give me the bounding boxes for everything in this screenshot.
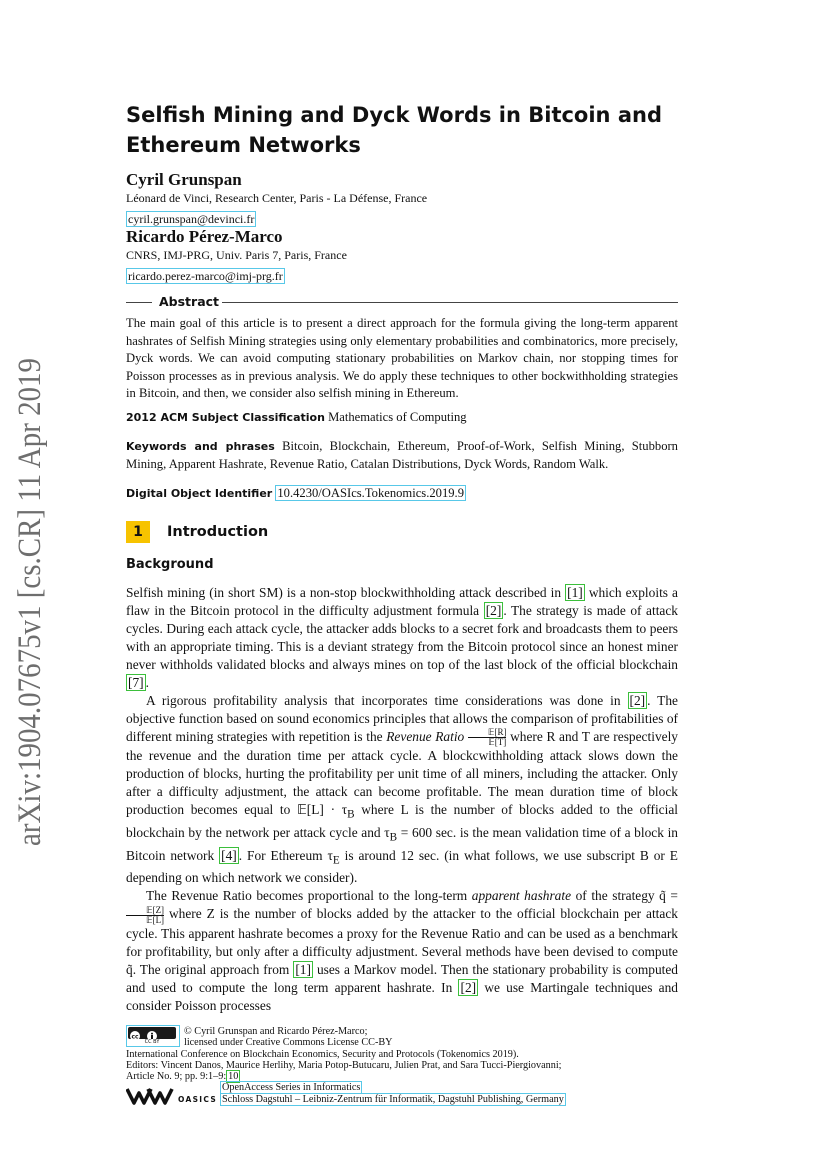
subscript: B: [347, 809, 355, 822]
text: where L is the number of blocks added to the official blockchain by the network per attack cycle and τ: [126, 802, 678, 841]
acm-classification: [126, 409, 678, 427]
section-number: 1: [126, 521, 150, 543]
citation-link[interactable]: [2]: [485, 603, 502, 618]
citation-link[interactable]: [2]: [629, 693, 646, 708]
text: = 600 sec. is the mean validation time of a block in Bitcoin network: [126, 825, 679, 863]
citation-link[interactable]: [7]: [128, 675, 144, 690]
oasics-logo-icon: [126, 1086, 176, 1106]
footer-editors: Editors: Vincent Danos, Maurice Herlihy, Maria Potop-Butucaru, Julien Prat, and Sara Tucci-Piergiovanni;: [126, 1060, 562, 1071]
author-name: Cyril Grunspan: [126, 170, 242, 189]
text: which exploits a flaw in the Bitcoin protocol in the difficulty adjustment formula: [126, 585, 678, 618]
author-block-1: [126, 170, 686, 227]
arxiv-stamp: [8, 350, 48, 850]
author-email-link[interactable]: cyril.grunspan@devinci.fr: [128, 212, 255, 226]
acm-value: Mathematics of Computing: [328, 410, 467, 424]
last-page-link[interactable]: 10: [228, 1071, 239, 1082]
subscript: B: [389, 831, 398, 844]
text: The Revenue Ratio becomes proportional to the long-term: [146, 888, 472, 904]
text: . For Ethereum τ: [238, 847, 333, 863]
text: .: [145, 675, 149, 690]
citation-link[interactable]: [2]: [460, 979, 477, 995]
footer-publisher: [220, 1094, 566, 1106]
svg-text:cc: cc: [131, 1033, 139, 1041]
text: we use Martingale techniques and consider Poisson processes: [126, 979, 678, 1013]
text: where Z is the number of blocks added by the attacker to the official blockchain per attack cycle. This apparent hashrate becomes a proxy for the Revenue Ratio and can be used as a benchmark for profitability, but only after a difficulty adjustment. Several methods have been devised to compute q̃. The original approach from: [126, 906, 678, 977]
citation-link[interactable]: [4]: [221, 847, 237, 863]
doi-link[interactable]: 10.4230/OASIcs.Tokenomics.2019.9: [277, 486, 464, 500]
oasics-wordmark: OASICS: [178, 1095, 218, 1104]
emphasis: Revenue Ratio: [386, 729, 465, 744]
abstract-heading: [126, 293, 678, 311]
citation-link[interactable]: [1]: [295, 961, 311, 977]
subsection-title: Background: [126, 557, 214, 572]
doi-label: Digital Object Identifier: [126, 487, 273, 500]
keywords-value: Bitcoin, Blockchain, Ethereum, Proof-of-Work, Selfish Mining, Stubborn Mining, Apparent Hashrate, Revenue Ratio, Catalan Distributions, Dyck Words, Random Walk.: [126, 439, 678, 471]
paragraph: [126, 584, 678, 692]
fraction-numerator: 𝔼[Z]: [126, 906, 164, 916]
cc-license-badge[interactable]: [126, 1025, 180, 1047]
text: is around 12 sec. (in what follows, we use subscript B or E depending on which network we consider).: [126, 847, 678, 886]
abstract-rule-left: [126, 302, 152, 303]
footer-license: licensed under Creative Commons License CC-BY: [184, 1037, 393, 1048]
keywords: [126, 438, 678, 473]
author-affiliation: Léonard de Vinci, Research Center, Paris - La Défense, France: [126, 191, 428, 205]
fraction: [468, 728, 507, 747]
abstract-rule-right: [222, 302, 678, 303]
doi: [126, 485, 678, 503]
author-block-2: [126, 227, 686, 284]
text: uses a Markov model. Then the stationary probability is computed and used to compute the long term apparent hashrate. In: [126, 961, 679, 995]
paragraph: [126, 692, 678, 887]
acm-label: 2012 ACM Subject Classification: [126, 411, 325, 424]
keywords-label: Keywords and phrases: [126, 440, 275, 453]
cc-icon: [128, 1027, 176, 1039]
arxiv-stamp-svg: [8, 350, 48, 850]
footer-copyright: © Cyril Grunspan and Ricardo Pérez-Marco;: [184, 1026, 368, 1037]
fraction-numerator: 𝔼[R]: [468, 728, 507, 738]
fraction-denominator: 𝔼[L]: [146, 914, 165, 925]
abstract-label: Abstract: [159, 294, 220, 309]
series-link[interactable]: OpenAccess Series in Informatics: [222, 1082, 361, 1093]
publisher-link[interactable]: Schloss Dagstuhl – Leibniz-Zentrum für Informatik, Dagstuhl Publishing, Germany: [222, 1094, 564, 1105]
fraction-denominator: 𝔼[T]: [488, 737, 507, 748]
paragraph: [126, 887, 678, 1014]
author-name: Ricardo Pérez-Marco: [126, 227, 283, 246]
arxiv-stamp-text: arXiv:1904.07675v1 [cs.CR] 11 Apr 2019: [12, 350, 48, 846]
paper-title: Selfish Mining and Dyck Words in Bitcoin and Ethereum Networks: [126, 103, 662, 157]
subscript: E: [332, 854, 340, 867]
intro-body: [126, 584, 678, 1015]
cc-badge-text: CC BY: [144, 1039, 160, 1045]
text: . The strategy is made of attack cycles. During each attack cycle, the attacker adds blocks to a secret fork and broadcasts them to peers with an appropriate timing. This is a deviant strategy from the Bitcoin protocol since an honest miner never withholds validated blocks and always mines on top of the last block of the official blockchain: [126, 603, 679, 672]
author-email-link[interactable]: ricardo.perez-marco@imj-prg.fr: [128, 269, 283, 283]
author-affiliation: CNRS, IMJ-PRG, Univ. Paris 7, Paris, France: [126, 248, 347, 262]
emphasis: apparent hashrate: [471, 888, 572, 904]
abstract-body: The main goal of this article is to present a direct approach for the formula giving the long-term apparent hashrates of Selfish Mining strategies using only elementary probabilities and combinatorics, more precisely, Dyck words. We can avoid computing stationary probabilities on Markov chain, nor stopping times for Poisson processes as in previous analysis. We do apply these techniques to other bockwithholding strategies in Bitcoin, and then, we consider also selfish mining in Ethereum.: [126, 316, 678, 400]
text: of the strategy q̃ =: [571, 888, 678, 904]
text: A rigorous profitability analysis that incorporates time considerations was done in: [146, 693, 628, 708]
footer-conference: International Conference on Blockchain Economics, Security and Protocols (Tokenomics 2019).: [126, 1049, 519, 1060]
citation-link[interactable]: [1]: [567, 585, 583, 600]
text: . The objective function based on sound economics principles that allows the comparison of profitabilities of different mining strategies with repetition is the: [126, 693, 679, 744]
fraction: [126, 906, 164, 925]
text: Selfish mining (in short SM) is a non-stop blockwithholding attack described in: [126, 585, 566, 600]
article-prefix: Article No. 9; pp. 9:1–9:: [126, 1071, 227, 1082]
text: where R and T are respectively the revenue and the duration time per attack cycle. A blockcwithholding attack slows down the production of blocks, hurting the profitability per unit time of all miners, including the attacker. Only after a difficulty adjustment, the attack can become profitable. The mean duration time of block production becomes equal to 𝔼[L] · τ: [126, 729, 678, 818]
section-title: Introduction: [167, 524, 269, 540]
